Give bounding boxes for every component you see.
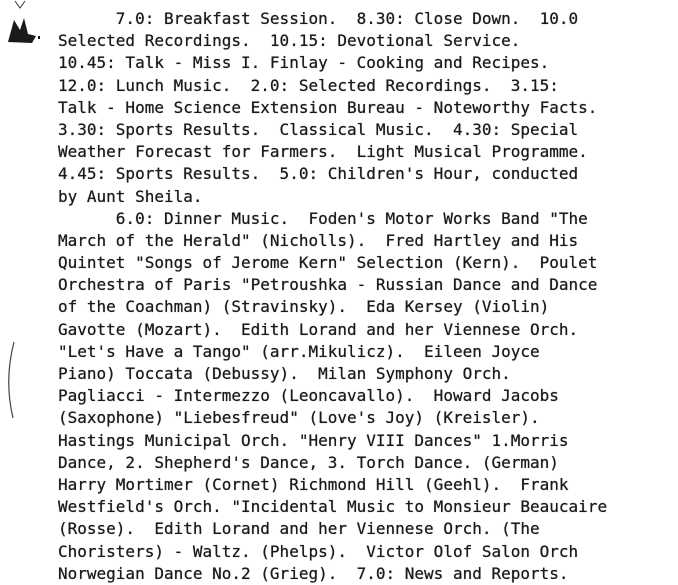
text-line: Talk - Home Science Extension Bureau - Noteworthy Facts. [58,97,598,117]
typescript-text [58,8,673,585]
text-line: by Aunt Sheila. [58,186,203,206]
margin-bracket-icon [2,340,16,420]
text-line: March of the Herald" (Nicholls). Fred Hartley and His [58,230,579,250]
text-line: Choristers) - Waltz. (Phelps). Victor Olof Salon Orch [58,541,579,561]
text-line: Gavotte (Mozart). Edith Lorand and her Viennese Orch. [58,319,579,339]
text-line: of the Coachman) (Stravinsky). Eda Kersey (Violin) [58,297,550,317]
binder-punch-mark-icon [6,16,42,44]
text-line: 12.0: Lunch Music. 2.0: Selected Recordings. 3.15: [58,75,559,95]
pencil-tick-icon [14,0,26,10]
text-line: Pagliacci - Intermezzo (Leoncavallo). Howard Jacobs [58,386,559,406]
text-line: Westfield's Orch. "Incidental Music to Monsieur Beaucaire [58,497,608,517]
text-line: 6.0: Dinner Music. Foden's Motor Works Band "The [58,208,588,228]
text-line: Orchestra of Paris "Petroushka - Russian Dance and Dance [58,275,598,295]
text-line: 10.45: Talk - Miss I. Finlay - Cooking and Recipes. [58,53,550,73]
text-line: Quintet "Songs of Jerome Kern" Selection (Kern). Poulet [58,253,598,273]
text-line: (Saxophone) "Liebesfreud" (Love's Joy) (Kreisler). [58,408,540,428]
text-line: Harry Mortimer (Cornet) Richmond Hill (Geehl). Frank [58,474,569,494]
text-line: Weather Forecast for Farmers. Light Musical Programme. [58,142,588,162]
text-line: Hastings Municipal Orch. "Henry VIII Dances" 1.Morris [58,430,569,450]
text-line: (Rosse). Edith Lorand and her Viennese Orch. (The [58,519,540,539]
text-line: Piano) Toccata (Debussy). Milan Symphony Orch. [58,364,511,383]
text-line: "Let's Have a Tango" (arr.Mikulicz). Eileen Joyce [58,341,540,361]
text-line: Selected Recordings. 10.15: Devotional Service. [58,31,521,51]
text-line: 3.30: Sports Results. Classical Music. 4.30: Special [58,119,579,139]
text-line: Norwegian Dance No.2 (Grieg). 7.0: News and Reports. [58,563,569,583]
text-line: 7.0: Breakfast Session. 8.30: Close Down. 10.0 [58,9,579,28]
text-line: 4.45: Sports Results. 5.0: Children's Hour, conducted [58,164,579,184]
text-line: Dance, 2. Shepherd's Dance, 3. Torch Dance. (German) [58,452,559,472]
